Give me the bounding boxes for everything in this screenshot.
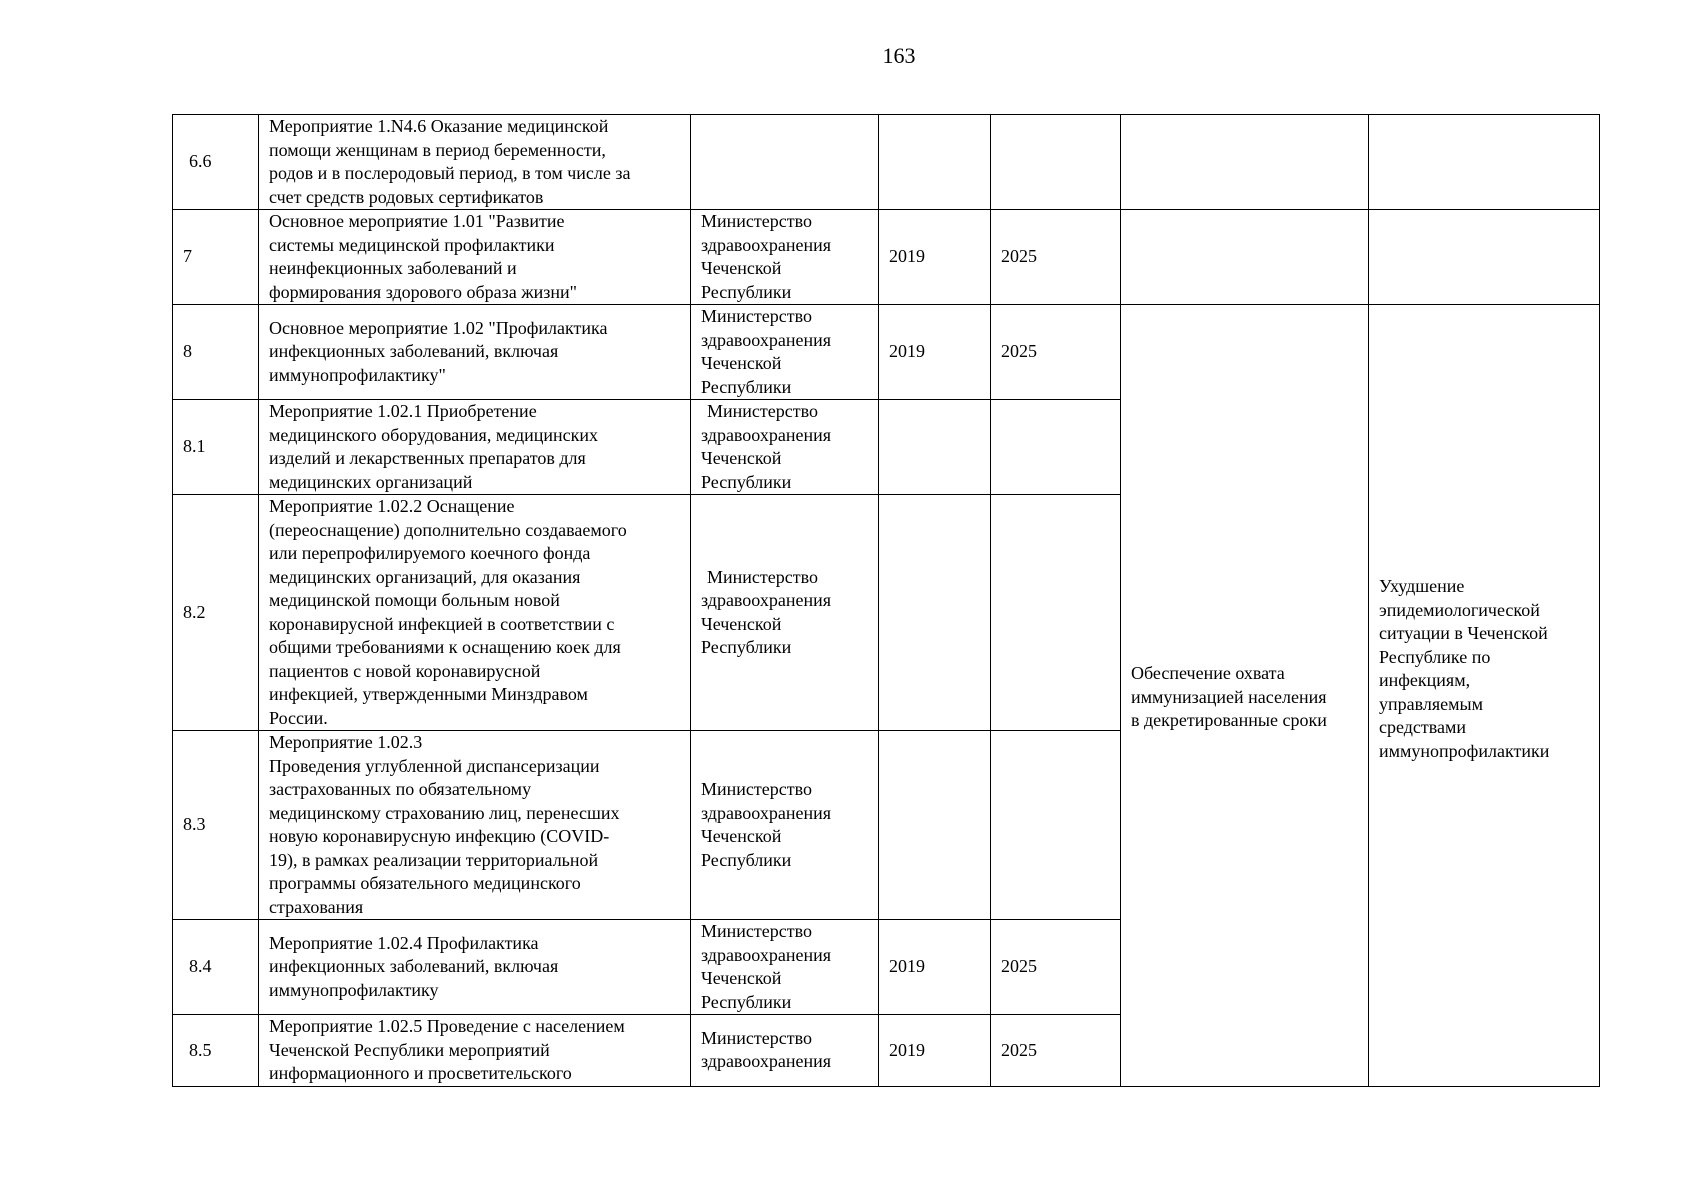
executor: Министерство здравоохранения Чеченской Республики	[691, 400, 879, 495]
expected-result: Обеспечение охвата иммунизацией населения в декретированные сроки	[1121, 305, 1369, 1087]
measure-description: Мероприятие 1.02.1 Приобретение медицинского оборудования, медицинских изделий и лекарственных препаратов для медицинских организаций	[259, 400, 691, 495]
row-number: 8	[173, 305, 259, 400]
start-year	[879, 115, 991, 210]
start-year	[879, 400, 991, 495]
end-year	[991, 495, 1121, 731]
expected-result	[1121, 115, 1369, 210]
table-row	[173, 305, 1600, 400]
executor	[691, 115, 879, 210]
row-number: 8.1	[173, 400, 259, 495]
start-year: 2019	[879, 210, 991, 305]
executor: Министерство здравоохранения Чеченской Республики	[691, 305, 879, 400]
row-number: 8.2	[173, 495, 259, 731]
start-year	[879, 495, 991, 731]
start-year	[879, 731, 991, 920]
expected-result	[1121, 210, 1369, 305]
start-year: 2019	[879, 1015, 991, 1087]
end-year	[991, 731, 1121, 920]
row-number: 7	[173, 210, 259, 305]
measure-description: Мероприятие 1.02.3 Проведения углубленной диспансеризации застрахованных по обязательному медицинскому страхованию лиц, перенесших новую коронавирусную инфекцию (COVID- 19), в рамках реализации территориальной программы обязательного медицинского страхования	[259, 731, 691, 920]
program-measures-table	[172, 114, 1600, 1087]
row-number: 8.3	[173, 731, 259, 920]
row-number: 8.5	[173, 1015, 259, 1087]
consequence: Ухудшение эпидемиологической ситуации в Чеченской Республике по инфекциям, управляемым средствами иммунопрофилактики	[1369, 305, 1600, 1087]
measure-description: Основное мероприятие 1.02 "Профилактика инфекционных заболеваний, включая иммунопрофилактику"	[259, 305, 691, 400]
measure-description: Мероприятие 1.02.5 Проведение с населением Чеченской Республики мероприятий информационного и просветительского	[259, 1015, 691, 1087]
executor: Министерство здравоохранения Чеченской Республики	[691, 920, 879, 1015]
measure-description: Основное мероприятие 1.01 "Развитие системы медицинской профилактики неинфекционных заболеваний и формирования здорового образа жизни"	[259, 210, 691, 305]
end-year	[991, 400, 1121, 495]
executor: Министерство здравоохранения Чеченской Республики	[691, 731, 879, 920]
table-row	[173, 115, 1600, 210]
start-year: 2019	[879, 305, 991, 400]
executor: Министерство здравоохранения	[691, 1015, 879, 1087]
row-number: 8.4	[173, 920, 259, 1015]
measure-description: Мероприятие 1.02.4 Профилактика инфекционных заболеваний, включая иммунопрофилактику	[259, 920, 691, 1015]
table-row	[173, 210, 1600, 305]
end-year: 2025	[991, 210, 1121, 305]
start-year: 2019	[879, 920, 991, 1015]
end-year	[991, 115, 1121, 210]
page-number: 163	[882, 43, 916, 68]
end-year: 2025	[991, 920, 1121, 1015]
end-year: 2025	[991, 1015, 1121, 1087]
executor: Министерство здравоохранения Чеченской Республики	[691, 495, 879, 731]
consequence	[1369, 210, 1600, 305]
row-number: 6.6	[173, 115, 259, 210]
executor: Министерство здравоохранения Чеченской Республики	[691, 210, 879, 305]
measure-description: Мероприятие 1.02.2 Оснащение (переоснащение) дополнительно создаваемого или перепрофилируемого коечного фонда медицинских организаций, для оказания медицинской помощи больным новой коронавирусной инфекцией в соответствии с общими требованиями к оснащению коек для пациентов с новой коронавирусной инфекцией, утвержденными Минздравом России.	[259, 495, 691, 731]
measure-description: Мероприятие 1.N4.6 Оказание медицинской помощи женщинам в период беременности, родов и в послеродовый период, в том числе за счет средств родовых сертификатов	[259, 115, 691, 210]
consequence	[1369, 115, 1600, 210]
end-year: 2025	[991, 305, 1121, 400]
